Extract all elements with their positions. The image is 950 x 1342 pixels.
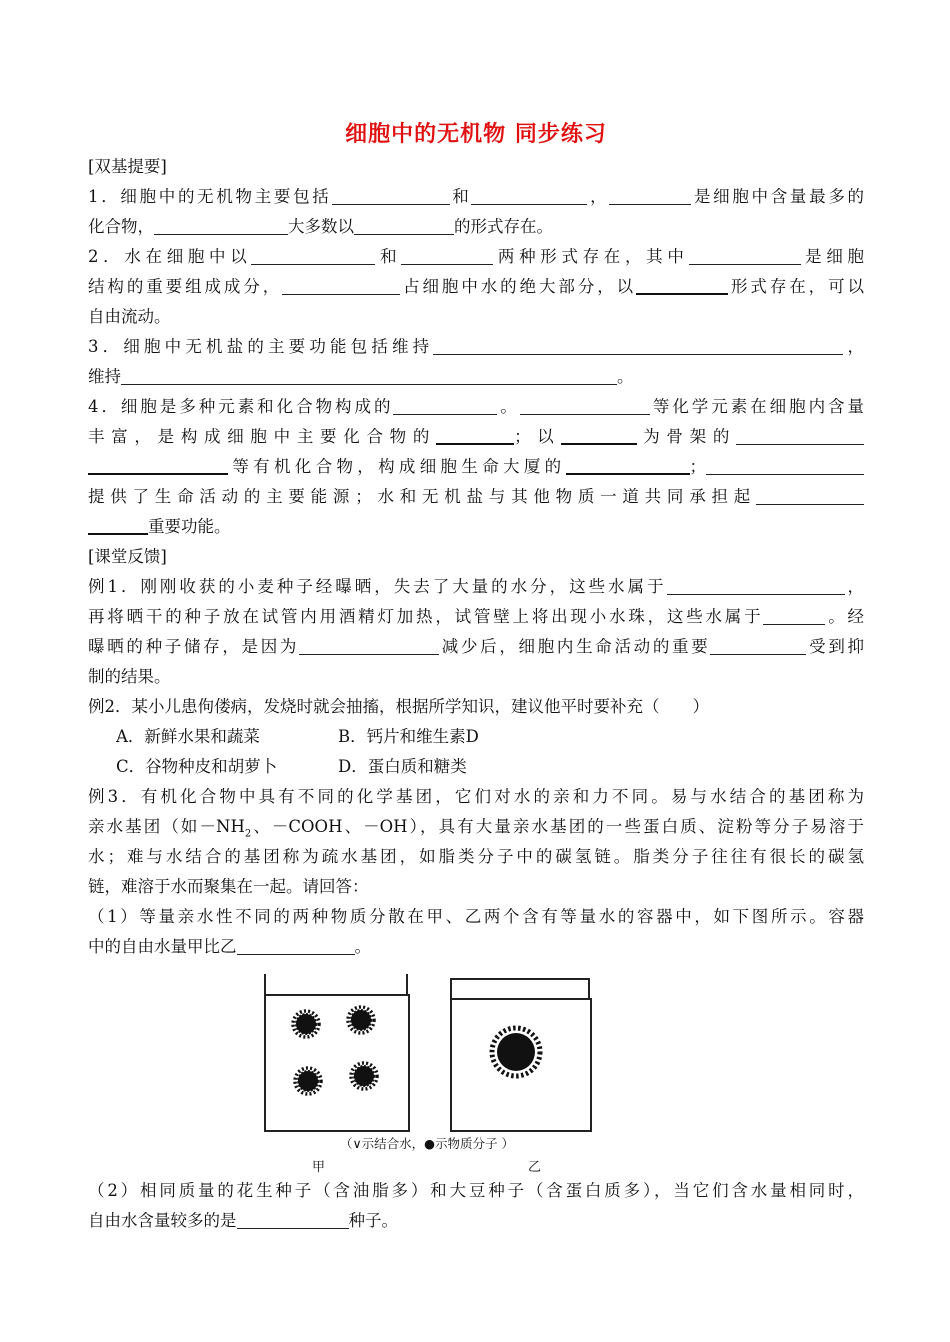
question-1-line-1: 1．细胞中的无机物主要包括 和 ， 是细胞中含量最多的	[88, 187, 864, 206]
answer-blank[interactable]	[710, 636, 806, 655]
answer-blank[interactable]	[237, 1210, 349, 1229]
question-1-line-2: 化合物， 大多数以 的形式存在。	[88, 217, 553, 236]
option-c[interactable]: C．谷物种皮和胡萝卜	[116, 757, 278, 776]
answer-blank[interactable]	[471, 186, 587, 205]
answer-blank[interactable]	[561, 425, 637, 445]
option-b[interactable]: B．钙片和维生素D	[338, 727, 479, 746]
example-3-part-2-line-2: 自由水含量较多的是 种子。	[88, 1211, 398, 1230]
example-3-part-1-line-1: （1）等量亲水性不同的两种物质分散在甲、乙两个含有等量水的容器中，如下图所示。容器	[88, 907, 864, 926]
molecule-clusters-left	[266, 996, 408, 1130]
answer-blank[interactable]	[88, 515, 148, 535]
page-title: 细胞中的无机物 同步练习	[345, 122, 607, 147]
molecule-cluster-right	[452, 1000, 590, 1130]
answer-blank[interactable]	[393, 396, 497, 415]
question-4-line-5: 重要功能。	[88, 512, 864, 542]
question-4-line-3: 等有机化合物，构成细胞生命大厦的 ；	[88, 452, 864, 482]
answer-blank[interactable]	[736, 426, 864, 445]
example-1-line-1: 例1．刚刚收获的小麦种子经曝晒，失去了大量的水分，这些水属于 ，	[88, 577, 864, 596]
answer-blank[interactable]	[401, 246, 493, 265]
question-2-line-1: 2．水在细胞中以 和 两种形式存在，其中 是细胞	[88, 247, 864, 266]
answer-blank[interactable]	[354, 216, 454, 235]
worksheet-page	[88, 118, 864, 1236]
container-left-rim	[406, 974, 408, 996]
answer-blank[interactable]	[88, 455, 228, 475]
question-3-line-2: 维持 。	[88, 367, 634, 386]
answer-blank[interactable]	[282, 276, 400, 295]
example-3-line-4: 链，难溶于水而聚集在一起。请回答：	[88, 877, 369, 896]
question-4-line-4: 提供了生命活动的主要能源；水和无机盐与其他物质一道共同承担起	[88, 482, 864, 512]
example-3-part-1-line-2: 中的自由水量甲比乙 。	[88, 937, 371, 956]
answer-blank[interactable]	[706, 456, 864, 475]
question-2-line-3: 自由流动。	[88, 307, 171, 326]
container-right-rim	[450, 978, 452, 998]
answer-blank[interactable]	[689, 246, 801, 265]
answer-blank[interactable]	[332, 186, 450, 205]
answer-blank[interactable]	[520, 396, 650, 415]
container-right	[450, 998, 592, 1132]
answer-blank[interactable]	[121, 366, 617, 385]
example-1-line-2: 再将晒干的种子放在试管内用酒精灯加热，试管壁上将出现小水珠，这些水属于 。经	[88, 607, 864, 626]
answer-blank[interactable]	[154, 216, 288, 235]
answer-blank[interactable]	[609, 186, 691, 205]
option-a[interactable]: A．新鲜水果和蔬菜	[116, 727, 260, 746]
example-2-options-row-2	[88, 752, 864, 782]
figure-label-right: 乙	[528, 1160, 542, 1175]
container-right-rim	[588, 978, 590, 998]
answer-blank[interactable]	[667, 576, 845, 595]
example-3-part-2-line-1: （2）相同质量的花生种子（含油脂多）和大豆种子（含蛋白质多），当它们含水量相同时，	[88, 1181, 864, 1200]
example-3-line-2: 亲水基团（如$-NH_2$、－COOH、－OH），具有大量亲水基团的一些蛋白质、淀粉等分子易溶于	[88, 817, 864, 840]
answer-blank[interactable]	[436, 425, 514, 445]
example-2-stem: 例2．某小儿患佝偻病，发烧时就会抽搐，根据所学知识，建议他平时要补充（ ）	[88, 697, 709, 716]
question-2-line-2: 结构的重要组成成分， 占细胞中水的绝大部分，以 形式存在，可以	[88, 277, 864, 296]
option-d[interactable]: D．蛋白质和糖类	[338, 757, 467, 776]
answer-blank[interactable]	[566, 455, 690, 475]
container-left	[264, 994, 410, 1132]
answer-blank[interactable]	[251, 246, 375, 265]
answer-blank[interactable]	[237, 936, 355, 955]
question-4-line-2: 丰富，是构成细胞中主要化合物的 ；以 为骨架的	[88, 422, 864, 452]
question-3-line-1: 3．细胞中无机盐的主要功能包括维持 ，	[88, 337, 864, 356]
section-header-feedback: [课堂反馈]	[88, 547, 167, 566]
example-1-line-3: 曝晒的种子储存，是因为 减少后，细胞内生命活动的重要 受到抑	[88, 637, 864, 656]
answer-blank[interactable]	[636, 275, 728, 295]
figure-label-left: 甲	[312, 1160, 326, 1175]
answer-blank[interactable]	[299, 636, 439, 655]
figure-legend: （∨示结合水，●示物质分子 ）	[340, 1136, 515, 1151]
answer-blank[interactable]	[763, 606, 825, 625]
container-diagram	[88, 970, 864, 1176]
example-1-line-4: 制的结果。	[88, 667, 171, 686]
section-header-basics: [双基提要]	[88, 157, 167, 176]
example-2-options-row-1	[88, 722, 864, 752]
answer-blank[interactable]	[433, 336, 843, 355]
example-3-line-1: 例3．有机化合物中具有不同的化学基团，它们对水的亲和力不同。易与水结合的基团称为	[88, 787, 864, 806]
example-3-line-3: 水；难与水结合的基团称为疏水基团，如脂类分子中的碳氢链。脂类分子往往有很长的碳氢	[88, 847, 864, 866]
container-left-rim	[264, 974, 266, 996]
container-right-top	[450, 978, 590, 980]
question-4-line-1: 4．细胞是多种元素和化合物构成的 。 等化学元素在细胞内含量	[88, 397, 864, 416]
answer-blank[interactable]	[756, 486, 864, 505]
